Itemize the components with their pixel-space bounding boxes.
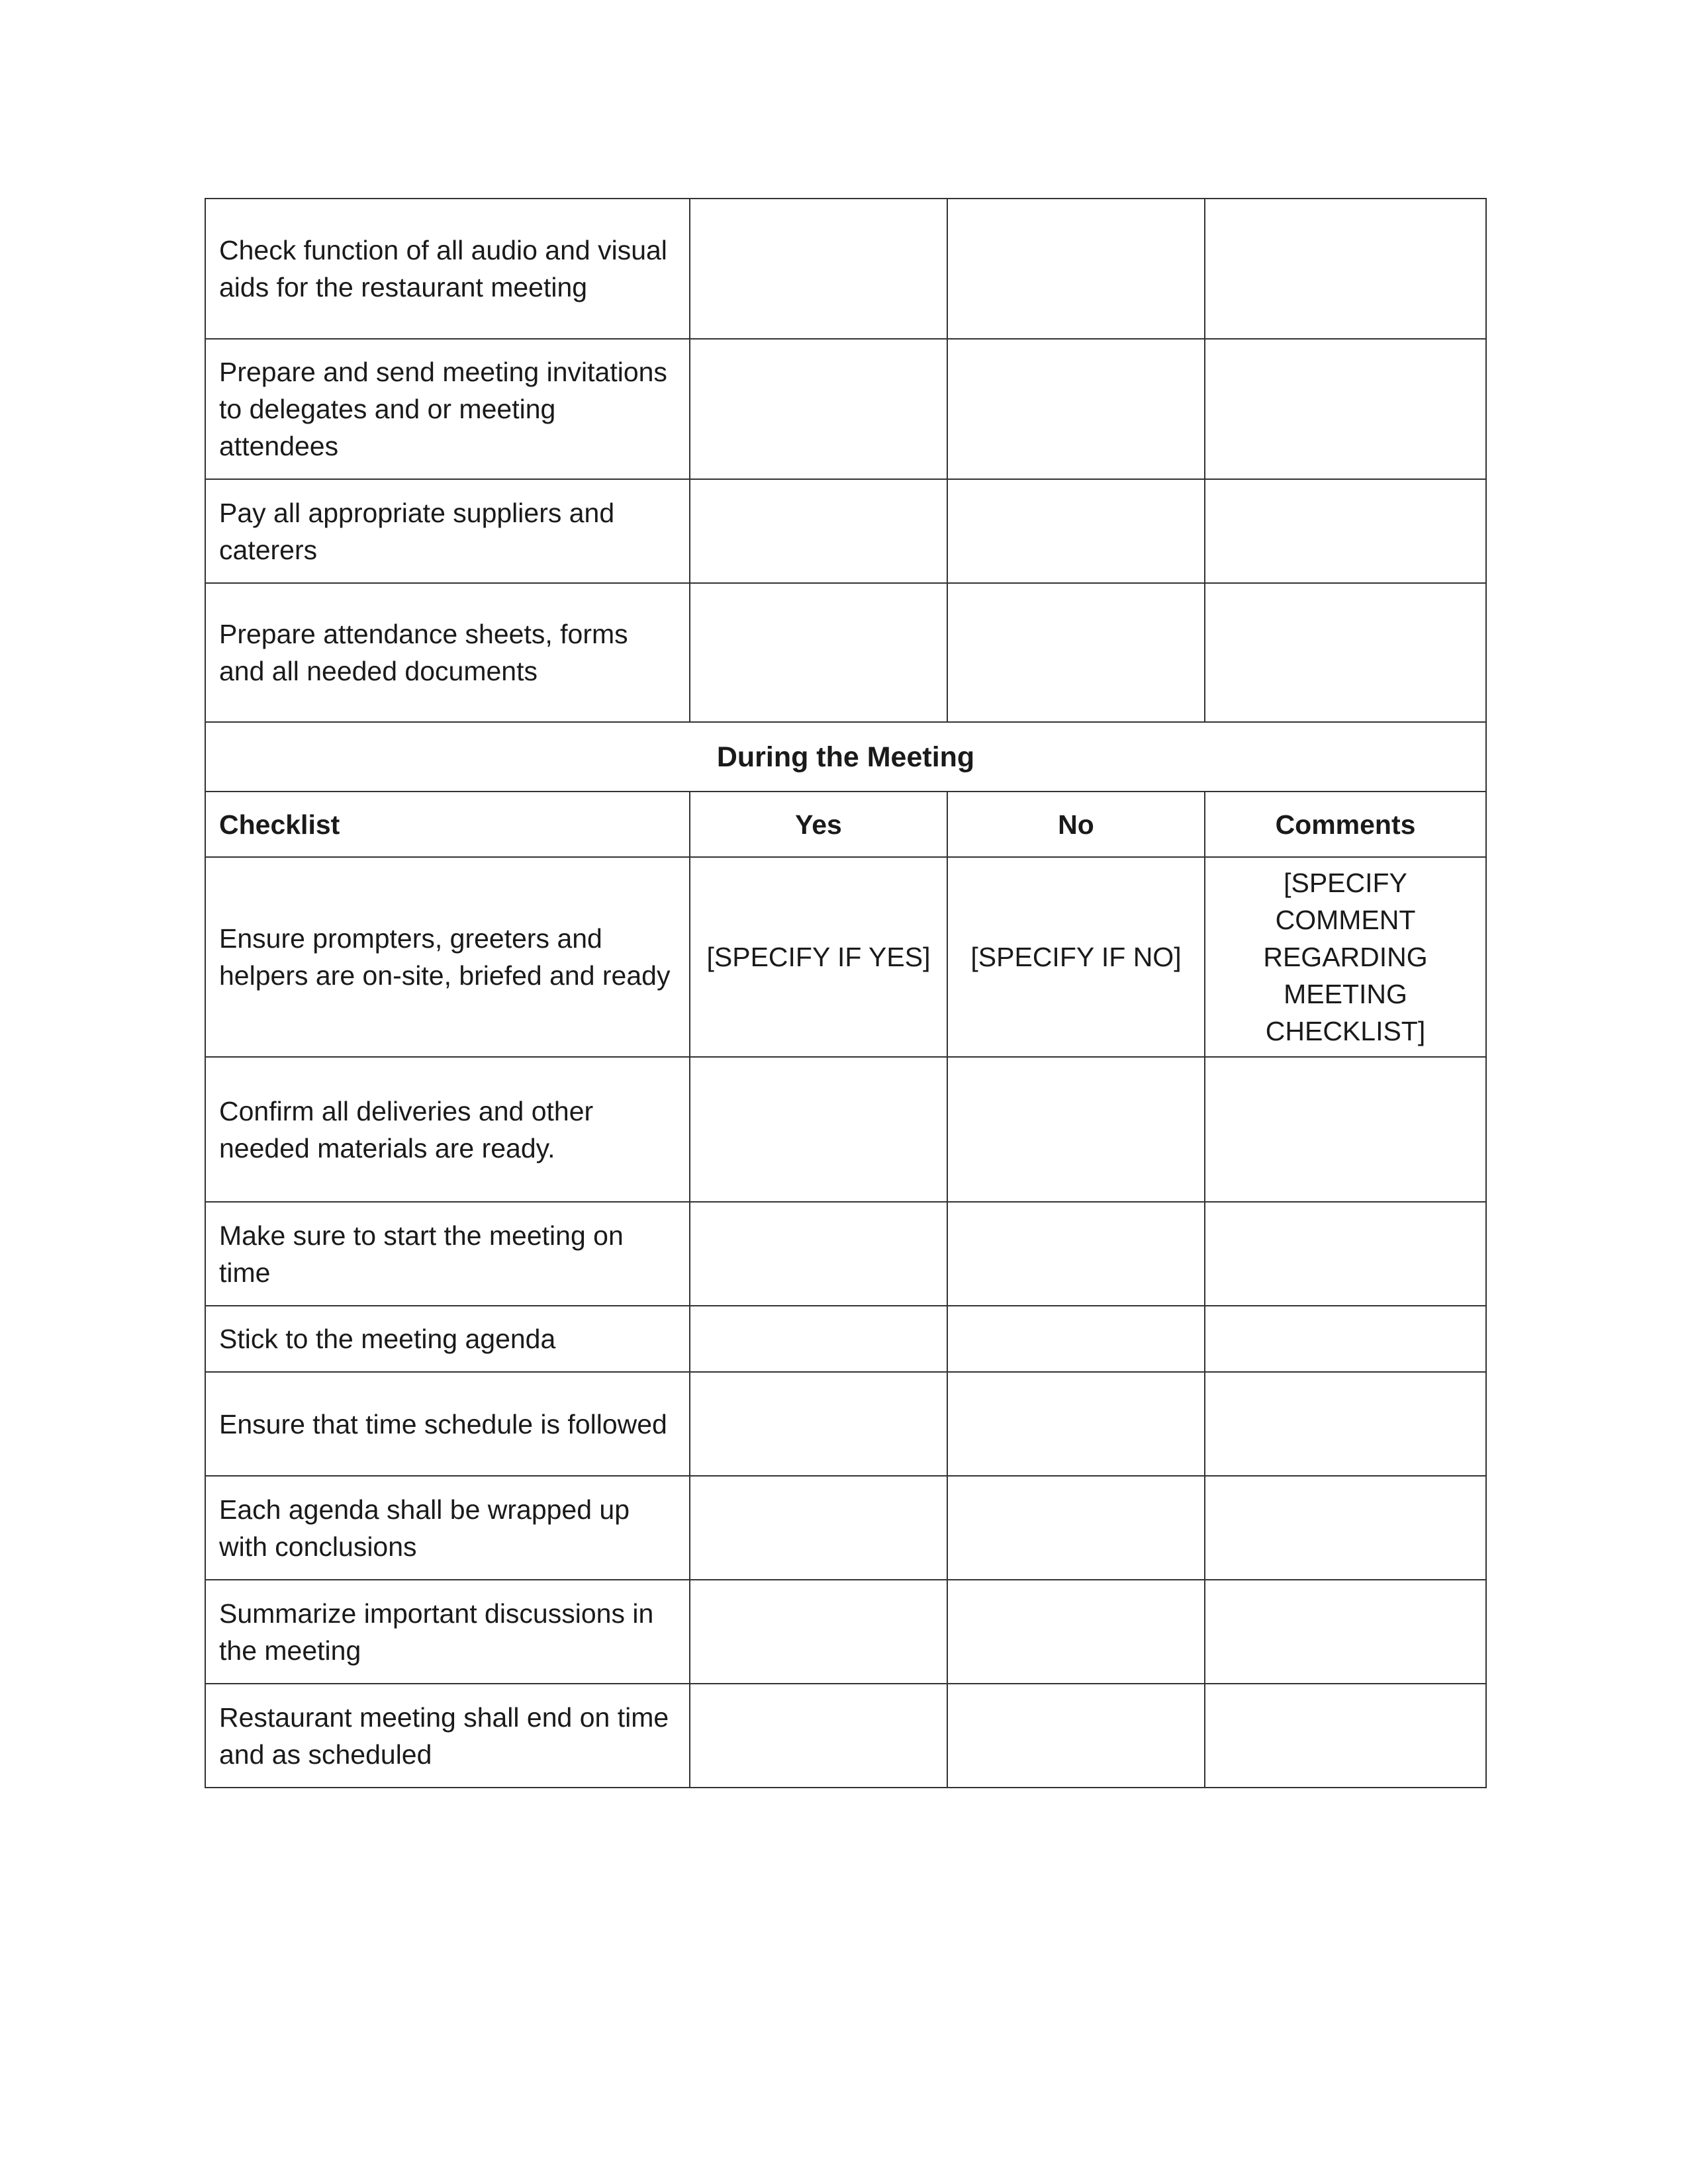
no-cell[interactable] [947, 1476, 1205, 1580]
task-cell: Pay all appropriate suppliers and caterers [205, 479, 690, 583]
task-cell: Summarize important discussions in the meeting [205, 1580, 690, 1684]
comments-cell[interactable] [1205, 199, 1486, 339]
no-cell[interactable] [947, 339, 1205, 479]
yes-cell[interactable] [690, 583, 947, 722]
task-cell: Make sure to start the meeting on time [205, 1202, 690, 1306]
task-cell: Each agenda shall be wrapped up with conclusions [205, 1476, 690, 1580]
task-cell: Ensure that time schedule is followed [205, 1372, 690, 1476]
no-cell[interactable] [947, 1057, 1205, 1202]
comments-cell[interactable] [1205, 1372, 1486, 1476]
column-header-comments: Comments [1205, 792, 1486, 857]
comments-cell[interactable] [1205, 1202, 1486, 1306]
comments-cell[interactable] [1205, 583, 1486, 722]
table-row [205, 857, 1486, 1057]
task-cell: Prepare attendance sheets, forms and all needed documents [205, 583, 690, 722]
task-cell: Ensure prompters, greeters and helpers are on-site, briefed and ready [205, 857, 690, 1057]
column-header-no: No [947, 792, 1205, 857]
table-row [205, 583, 1486, 722]
yes-cell[interactable] [690, 479, 947, 583]
task-cell: Restaurant meeting shall end on time and as scheduled [205, 1684, 690, 1788]
yes-cell[interactable] [690, 1202, 947, 1306]
no-cell[interactable] [947, 479, 1205, 583]
meeting-checklist-table [205, 198, 1487, 1788]
yes-cell[interactable] [690, 1476, 947, 1580]
yes-cell[interactable] [690, 1580, 947, 1684]
table-row [205, 1372, 1486, 1476]
task-cell: Check function of all audio and visual aids for the restaurant meeting [205, 199, 690, 339]
no-cell[interactable] [947, 199, 1205, 339]
table-row [205, 1202, 1486, 1306]
comments-cell[interactable] [1205, 1580, 1486, 1684]
column-header-yes: Yes [690, 792, 947, 857]
no-cell[interactable] [947, 1202, 1205, 1306]
comments-cell[interactable] [1205, 1306, 1486, 1372]
table-row [205, 1580, 1486, 1684]
table-row [205, 1684, 1486, 1788]
yes-cell[interactable] [690, 1372, 947, 1476]
task-cell: Stick to the meeting agenda [205, 1306, 690, 1372]
comments-cell[interactable] [1205, 1476, 1486, 1580]
no-cell[interactable] [947, 1580, 1205, 1684]
table-row [205, 339, 1486, 479]
header-row [205, 792, 1486, 857]
yes-cell[interactable] [690, 1684, 947, 1788]
yes-cell[interactable] [690, 339, 947, 479]
yes-cell[interactable] [690, 199, 947, 339]
yes-cell[interactable]: [SPECIFY IF YES] [690, 857, 947, 1057]
comments-cell[interactable] [1205, 479, 1486, 583]
no-cell[interactable] [947, 1306, 1205, 1372]
comments-cell[interactable] [1205, 1057, 1486, 1202]
task-cell: Prepare and send meeting invitations to delegates and or meeting attendees [205, 339, 690, 479]
comments-cell[interactable]: [SPECIFY COMMENT REGARDING MEETING CHECKLIST] [1205, 857, 1486, 1057]
no-cell[interactable]: [SPECIFY IF NO] [947, 857, 1205, 1057]
comments-cell[interactable] [1205, 1684, 1486, 1788]
task-cell: Confirm all deliveries and other needed materials are ready. [205, 1057, 690, 1202]
yes-cell[interactable] [690, 1306, 947, 1372]
table-row [205, 199, 1486, 339]
no-cell[interactable] [947, 1684, 1205, 1788]
yes-cell[interactable] [690, 1057, 947, 1202]
column-header-checklist: Checklist [205, 792, 690, 857]
no-cell[interactable] [947, 583, 1205, 722]
comments-cell[interactable] [1205, 339, 1486, 479]
no-cell[interactable] [947, 1372, 1205, 1476]
table-row [205, 1057, 1486, 1202]
section-title-row [205, 722, 1486, 792]
section-title: During the Meeting [205, 722, 1486, 792]
table-row [205, 479, 1486, 583]
table-row [205, 1306, 1486, 1372]
table-row [205, 1476, 1486, 1580]
